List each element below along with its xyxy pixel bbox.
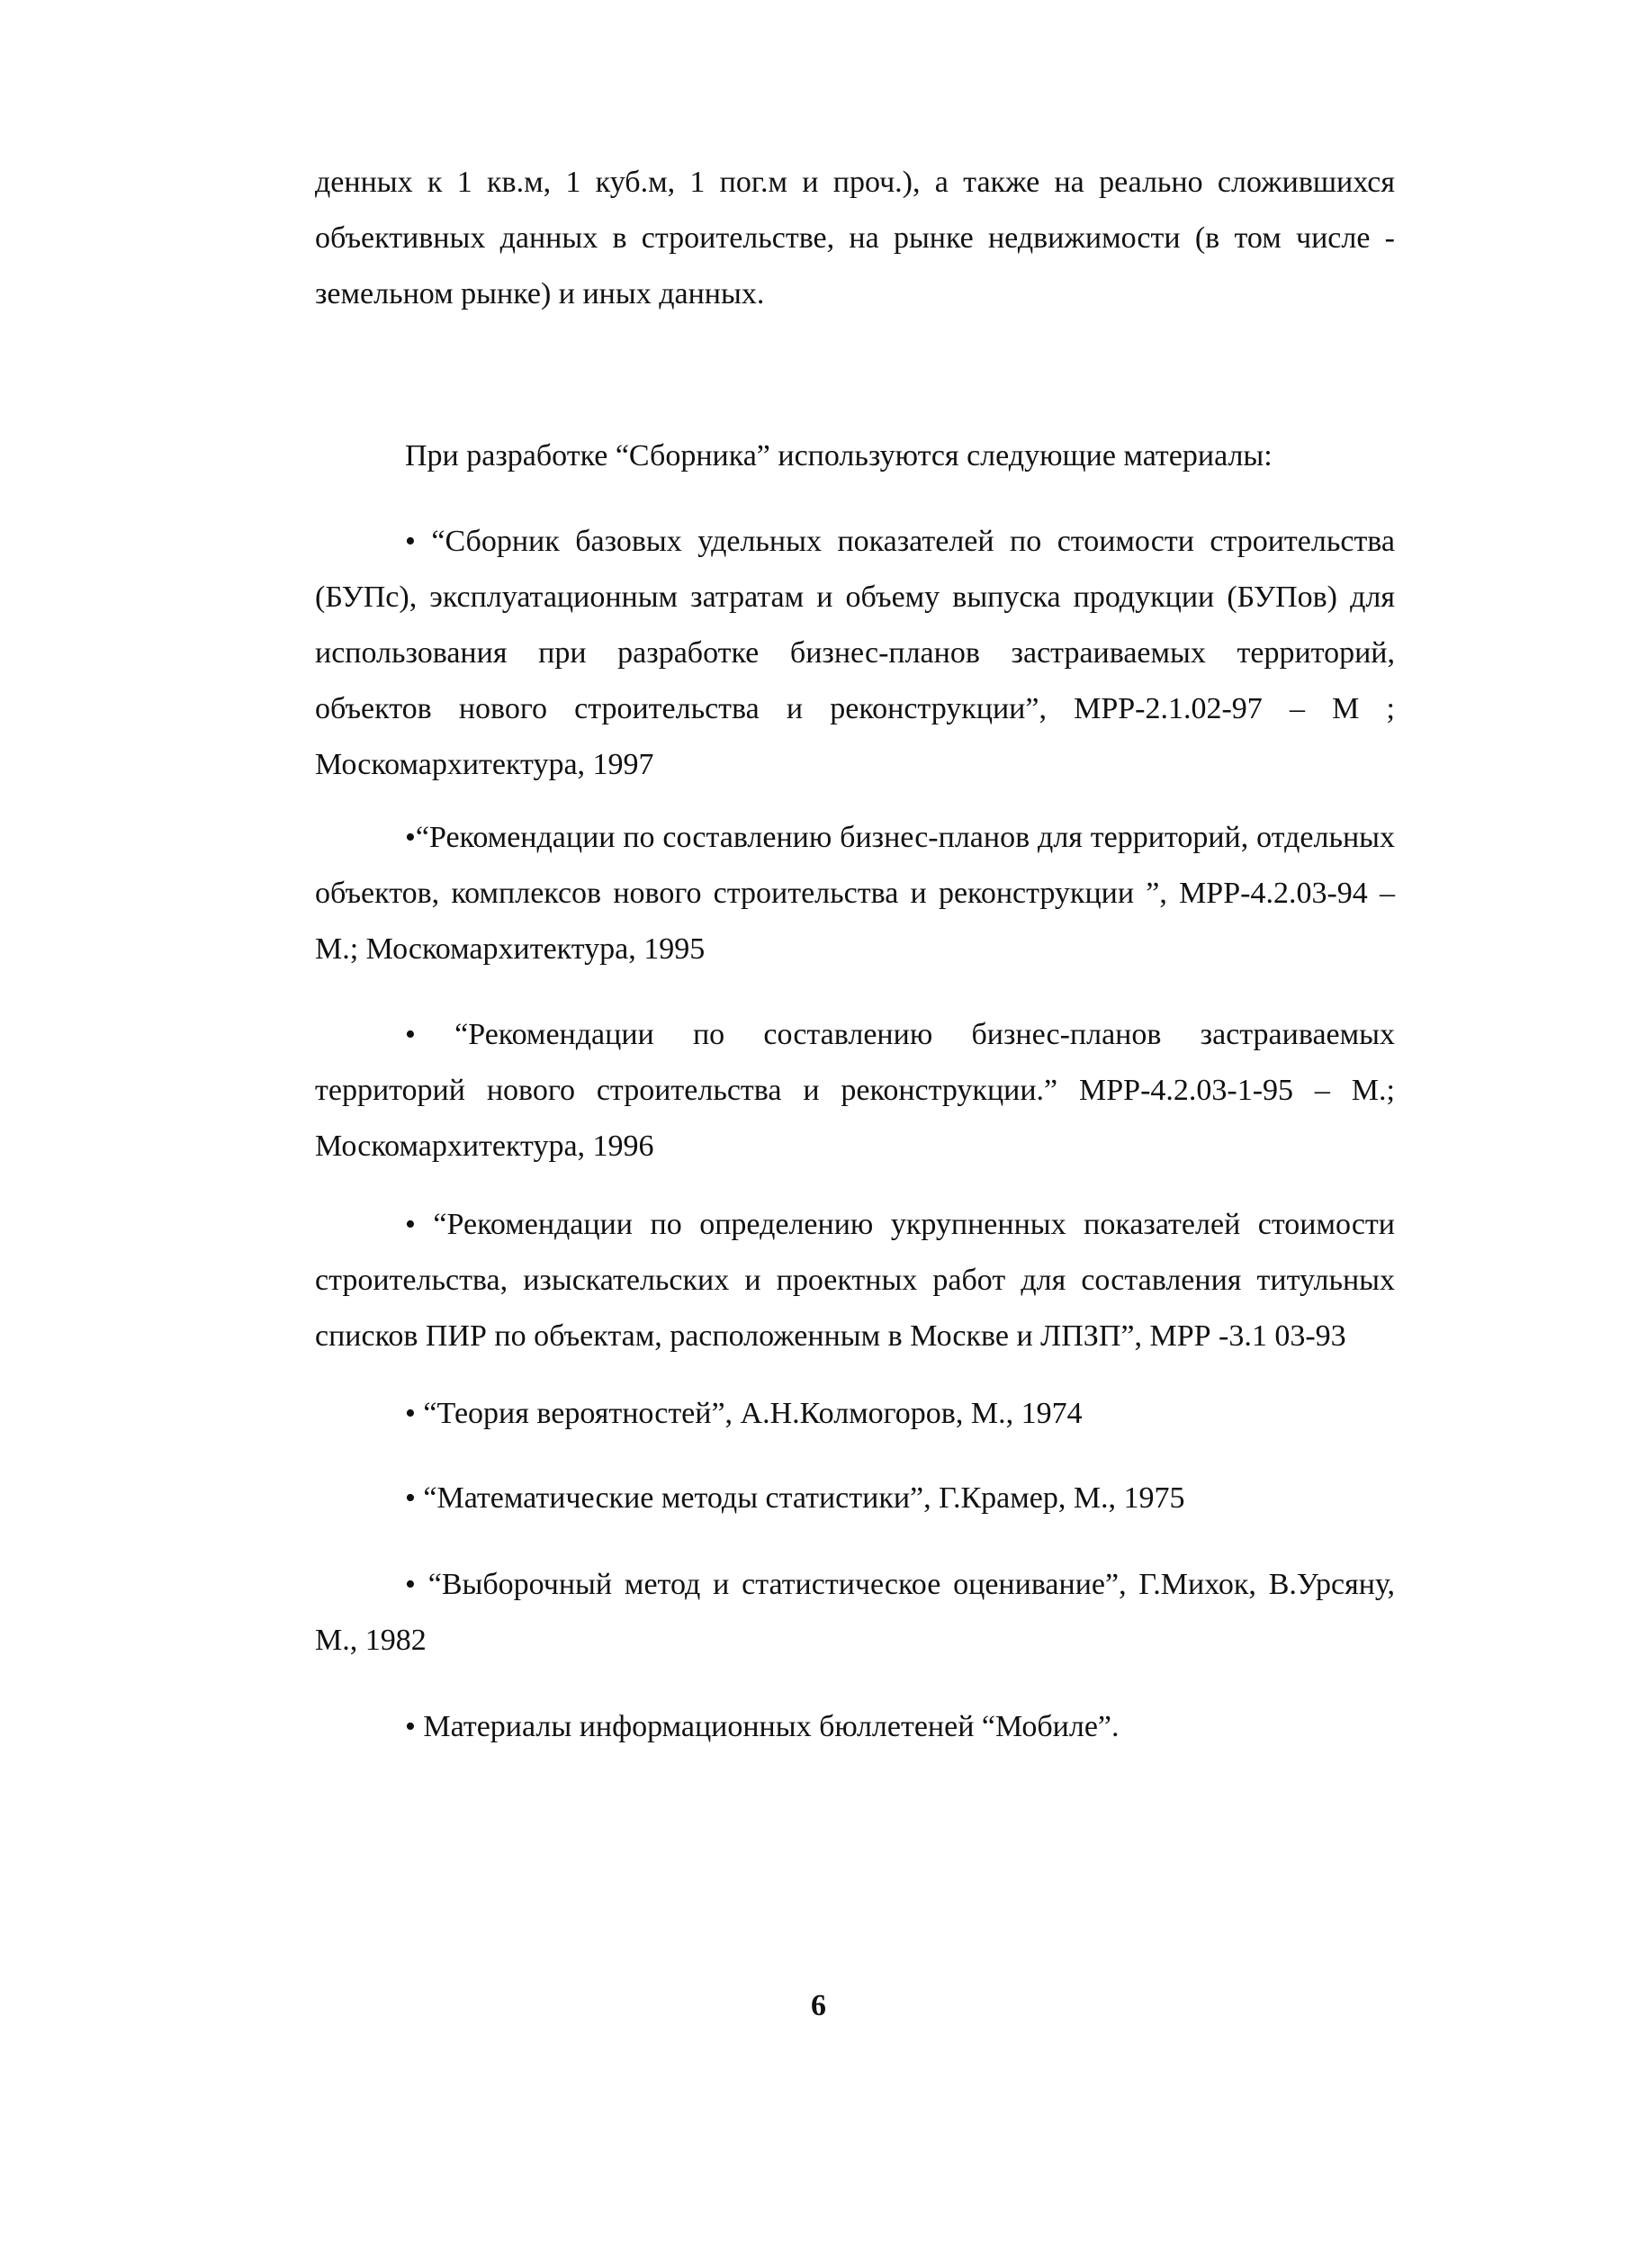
material-item-5: • “Теория вероятностей”, А.Н.Колмогоров, М., 1974	[405, 1397, 1083, 1430]
material-item-7: • “Выборочный метод и статистическое оценивание”, Г.Михок, В.Урсяну, М., 1982	[315, 1568, 1395, 1657]
material-item-4: • “Рекомендации по определению укрупненных показателей стоимости строительства, изыскательских и проектных работ для составления титульных списков ПИР по объектам, расположенным в Москве и ЛПЗП”, МРР -3.1 03-93	[315, 1208, 1395, 1353]
material-item-3: • “Рекомендации по составлению бизнес-планов застраиваемых территорий нового строительства и реконструкции.” МРР-4.2.03-1-95 – М.; Москомархитектура, 1996	[315, 1018, 1395, 1163]
intro-paragraph: денных к 1 кв.м, 1 куб.м, 1 пог.м и проч.), а также на реально сложившихся объективных данных в строительстве, на рынке недвижимости (в том числе - земельном рынке) и иных данных.	[315, 166, 1395, 310]
materials-lead-sentence: При разработке “Сборника” используются следующие материалы:	[405, 439, 1273, 472]
page-number: 6	[811, 1989, 826, 2022]
material-item-8: • Материалы информационных бюллетеней “Мобиле”.	[405, 1710, 1120, 1743]
material-item-1: • “Сборник базовых удельных показателей по стоимости строительства (БУПс), эксплуатационным затратам и объему выпуска продукции (БУПов) для использования при разработке бизнес-планов застраиваемых территорий, объектов нового строительства и реконструкции”, МРР-2.1.02-97 – М ; Москомархитектура, 1997	[315, 525, 1395, 781]
material-item-6: • “Математические методы статистики”, Г.Крамер, М., 1975	[405, 1481, 1185, 1515]
material-item-2: •“Рекомендации по составлению бизнес-планов для территорий, отдельных объектов, комплексов нового строительства и реконструкции ”, МРР-4.2.03-94 – М.; Москомархитектура, 1995	[315, 821, 1395, 966]
